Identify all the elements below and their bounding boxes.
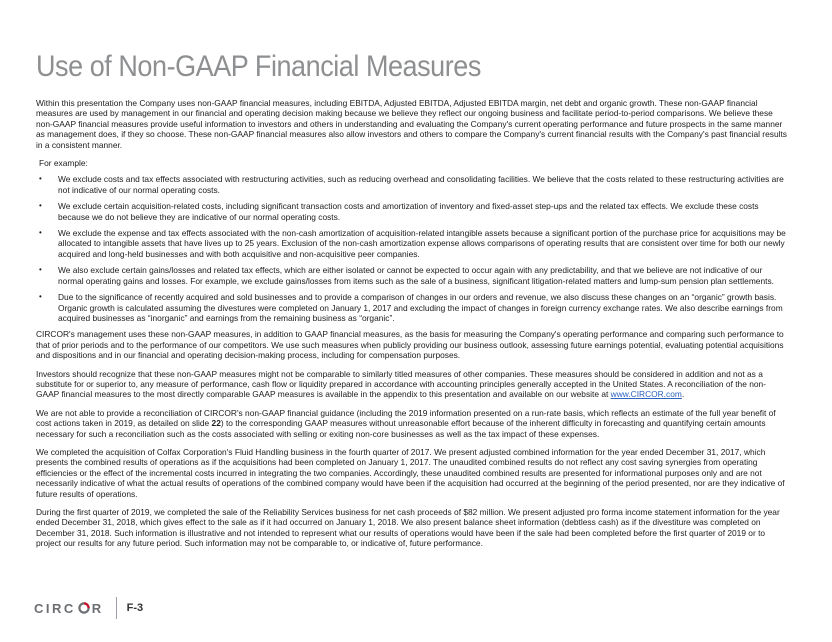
- reliability-paragraph: During the first quarter of 2019, we completed the sale of the Reliability Services business for net cash proceeds of $82 million. We present adjusted pro forma income statement information for the year ended December 31, 2018, which gives effect to the sale as if it had occurred on January 1, 2018. We also present balance sheet information (debtless cash) as if the divestiture was completed on December 31, 2018. Such information is illustrative and not intended to represent what our results of operations would have been if the sale had been completed before the first quarter of 2019 or to project our results for any future period. Such information may not be comparable to, or indicative of, future performance.: [36, 507, 780, 549]
- colfax-paragraph: We completed the acquisition of Colfax Corporation's Fluid Handling business in the fourth quarter of 2017. We present adjusted combined information for the year ended December 31, 2017, which presents the combined results of operations as if the acquisitions had been completed on January 1, 2017. The unaudited combined results do not reflect any cost saving synergies from operating efficiencies or the effect of the incremental costs incurred in integrating the two companies. Accordingly, these unaudited combined results are presented for informational purposes only and are not necessarily indicative of what the actual results of operations of the combined company would have been if the acquisition had occurred at the beginning of the period presented, nor are they indicative of future results of operations.: [36, 446, 785, 499]
- bullet-item-acquisition-costs: • We exclude certain acquisition-related costs, including significant transaction costs and amortization of inventory and fixed-asset step-ups and the related tax effects. We exclude these costs because we do not believe they are indicative of our normal operating costs.: [36, 201, 788, 222]
- management-paragraph: CIRCOR's management uses these non-GAAP measures, in addition to GAAP financial measures, as the basis for measuring the Company's operating performance and comparing such performance to that of prior periods and to the performance of our competitors. We use such measures when publicly providing our business outlook, assessing future earnings potential, evaluating potential acquisitions and dispositions and in our financial and operating decision-making process, including for compensation purposes.: [36, 329, 784, 361]
- investors-paragraph: [36, 369, 788, 400]
- intro-paragraph: Within this presentation the Company uses non-GAAP financial measures, including EBITDA, Adjusted EBITDA, Adjusted EBITDA margin, net debt and organic growth. These non-GAAP financial measures are used by management in our financial and operating decision making because we believe they reflect our ongoing business and facilitate period-to-period comparisons. We believe these non-GAAP financial measures provide useful information to investors and others in understanding and evaluating the Company's current operating performance and future prospects in the same manner as management does, if they so choose. These non-GAAP financial measures also allow investors and others to compare the Company's current financial results with the Company's past financial results in a consistent manner.: [36, 98, 787, 150]
- slide-reference: 22: [211, 418, 221, 429]
- footer: [34, 596, 143, 620]
- circor-logo: [34, 601, 104, 616]
- example-bullet-list: [36, 174, 788, 323]
- investors-text-end: .: [681, 389, 685, 400]
- reconciliation-text: We are not able to provide a reconciliation of CIRCOR's non-GAAP financial guidance (including the 2019 information presented on a run-rate basis, which reflects an estimate of the full year benefit of cost actions taken in 2019, as detailed on slide: [36, 407, 776, 429]
- bullet-item-gains-losses: • We also exclude certain gains/losses and related tax effects, which are either isolated or cannot be expected to occur again with any predictability, and that we believe are not indicative of our normal operating gains and losses. For example, we exclude gains/losses from items such as the sale of a business, significant litigation-related matters and lump-sum pension plan settlements.: [36, 265, 788, 286]
- reconciliation-paragraph: [36, 408, 788, 439]
- bullet-item-restructuring: • We exclude costs and tax effects associated with restructuring activities, such as reducing overhead and consolidating facilities. We believe that the costs related to these restructuring activities are not indicative of our normal operating costs.: [36, 174, 788, 195]
- bullet-item-organic-growth: • Due to the significance of recently acquired and sold businesses and to provide a comparison of changes in our orders and revenue, we also discuss these changes on an “organic” growth basis. Organic growth is calculated assuming the divestures were completed on January 1, 2017 and excluding the impact of changes in foreign currency exchange rates. We also describe earnings from acquired businesses as “inorganic” and earnings from the remaining business as “organic”.: [36, 292, 788, 323]
- footer-divider: [116, 597, 117, 619]
- logo-o-icon: [78, 602, 90, 614]
- bullet-item-amortization: • We exclude the expense and tax effects associated with the non-cash amortization of acquisition-related intangible assets because a significant portion of the purchase price for acquisitions may be allocated to intangible assets that have lives up to 25 years. Exclusion of the non-cash amortization expense allows comparisons of operating results that are consistent over time for both our newly acquired and long-held businesses and with both acquisitive and non-acquisitive peer companies.: [36, 228, 788, 259]
- page-title: Use of Non-GAAP Financial Measures: [36, 50, 481, 83]
- body-content: [36, 98, 788, 557]
- website-link[interactable]: www.CIRCOR.com: [610, 389, 682, 400]
- reconciliation-text-end: ) to the corresponding GAAP measures without unreasonable effort because of the inherent difficulty in forecasting and quantifying certain amounts necessary for such a reconciliation such as the costs associated with selling or exiting non-core businesses as well as the tax impact of these expenses.: [36, 418, 766, 439]
- logo-text-left: CIRC: [34, 600, 76, 616]
- investors-text: Investors should recognize that these non-GAAP measures might not be comparable to similarly titled measures of other companies. These measures should be considered in addition and not as a substitute for or superior to, any measure of performance, cash flow or liquidity prepared in accordance with accounting principles generally accepted in the United States. A reconciliation of the non-GAAP financial measures to the most directly comparable GAAP measures is available in the appendix to this presentation and available on our website at: [36, 368, 766, 400]
- logo-text-right: R: [91, 600, 104, 616]
- example-label: For example:: [39, 158, 88, 169]
- page-number: F-3: [126, 602, 144, 614]
